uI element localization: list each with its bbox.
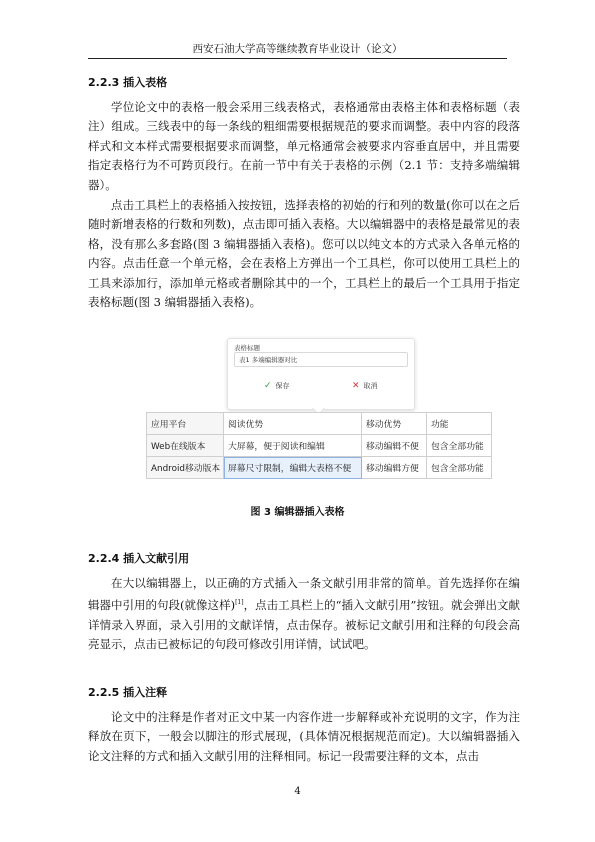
table-header-cell[interactable]: 功能 xyxy=(427,413,492,435)
popup-title-label: 表格标题 xyxy=(234,344,260,352)
check-icon: ✓ xyxy=(264,381,272,391)
table-cell[interactable]: Android移动版本 xyxy=(147,457,224,479)
close-icon: ✕ xyxy=(352,381,360,391)
section-heading-2-2-3: 2.2.3 插入表格 xyxy=(88,76,168,89)
header-rule xyxy=(88,58,507,59)
paragraph-text: 在大以编辑器上，以正确的方式插入一条文献引用非常的简单。首先选择你在编辑器中引用的句段(就像这样) xyxy=(88,576,520,613)
table-cell[interactable]: 包含全部功能 xyxy=(427,457,492,479)
table-row xyxy=(147,435,492,457)
table-cell[interactable]: 移动编辑不便 xyxy=(362,435,427,457)
citation-mark[interactable]: [1] xyxy=(235,599,244,607)
editor-table xyxy=(146,412,492,479)
table-header-cell[interactable]: 应用平台 xyxy=(147,413,224,435)
table-header-cell[interactable]: 阅读优势 xyxy=(224,413,362,435)
save-button[interactable] xyxy=(264,381,290,391)
paragraph: 论文中的注释是作者对正文中某一内容作进一步解释或补充说明的文字，作为注释放在页下，一般会以脚注的形式展现，(具体情况根据规范而定)。大以编辑器插入论文注释的方式和插入文献引用的注释相同。标记一段需要注释的文本，点击 xyxy=(88,710,520,763)
page-number: 4 xyxy=(294,786,301,797)
page-header: 西安石油大学高等继续教育毕业设计（论文） xyxy=(192,43,403,55)
paragraph xyxy=(88,574,520,654)
table-caption-popup xyxy=(227,338,415,410)
cancel-button-label: 取消 xyxy=(363,382,378,390)
section-heading-2-2-4: 2.2.4 插入文献引用 xyxy=(88,552,190,565)
cancel-button[interactable] xyxy=(352,381,378,391)
table-cell-selected[interactable]: 屏幕尺寸限制，编辑大表格不便 xyxy=(224,457,362,479)
table-cell[interactable]: 包含全部功能 xyxy=(427,435,492,457)
table-cell[interactable]: Web在线版本 xyxy=(147,435,224,457)
table-row xyxy=(147,457,492,479)
figure-caption: 图 3 编辑器插入表格 xyxy=(250,507,345,518)
table-header-cell[interactable]: 移动优势 xyxy=(362,413,427,435)
paragraph-text: ，点击工具栏上的“插入文献引用”按钮。就会弹出文献详情录入界面，录入引用的文献详情，点击保存。被标记文献引用和注释的句段会高亮显示，点击已被标记的句段可修改引用详情，试试吧。 xyxy=(88,598,520,652)
paragraph: 学位论文中的表格一般会采用三线表格式，表格通常由表格主体和表格标题（表注）组成。三线表中的每一条线的粗细需要根据规范的要求而调整。表中内容的段落样式和文本样式需要根据要求而调整，单元格通常会被要求内容垂直居中，并且需要指定表格行为不可跨页段行。在前一节中有关于表格的示例（2.1 节：支持多端编辑器）。 xyxy=(88,100,520,192)
table-row xyxy=(147,413,492,435)
paragraph: 点击工具栏上的表格插入按按钮，选择表格的初始的行和列的数量(你可以在之后随时新增表格的行数和列数)，点击即可插入表格。大以编辑器中的表格是最常见的表格，没有那么多套路(图 3 编辑器插入表格)。您可以以纯文本的方式录入各单元格的内容。点击任意一个单元格，会在表格上方弹出一个工具栏，你可以使用工具栏上的工具来添加行，添加单元格或者删除其中的一个，工具栏上的最后一个工具用于指定表格标题(图 3 编辑器插入表格)。 xyxy=(88,198,520,310)
table-cell[interactable]: 大屏幕，便于阅读和编辑 xyxy=(224,435,362,457)
table-cell[interactable]: 移动编辑方便 xyxy=(362,457,427,479)
save-button-label: 保存 xyxy=(275,382,290,390)
caption-input[interactable]: 表1 多端编辑器对比 xyxy=(234,352,408,367)
section-heading-2-2-5: 2.2.5 插入注释 xyxy=(88,686,168,699)
